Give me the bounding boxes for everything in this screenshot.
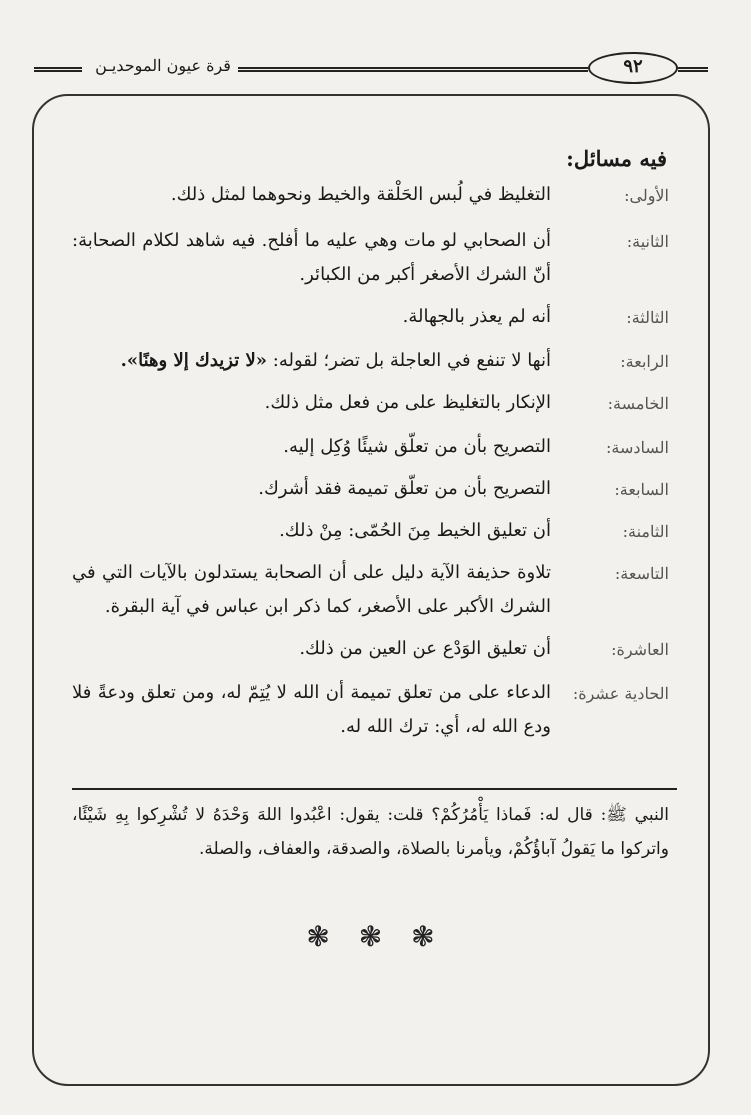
issue-4 [72, 344, 669, 378]
issue-label: الخامسة: [607, 394, 669, 413]
header-rule-left [34, 67, 82, 72]
issue-label: السادسة: [606, 438, 669, 457]
issue-text: التغليظ في لُبس الحَلْقة والخيط ونحوهما لمثل ذلك. [170, 184, 551, 205]
issue-label: الأولى: [624, 186, 669, 205]
issue-3 [72, 300, 669, 334]
issue-8 [72, 514, 669, 548]
footnote-text: النبي ﷺ: قال له: فَماذا يَأْمُرُكُمْ؟ قلت: يقول: اعْبُدوا اللهَ وَحْدَهُ لا تُشْرِكوا بِهِ شَيْئًا، واتركوا ما يَقولُ آباؤُكُمْ، ويأمرنا بالصلاة، والصدقة، والعفاف، والصلة. [72, 805, 669, 859]
issue-text [72, 344, 551, 378]
issue-text: أن تعليق الخيط مِنَ الحُمّى: مِنْ ذلك. [279, 520, 551, 541]
page-number: ٩٢ [588, 52, 678, 84]
issue-text-main: أنها لا تنفع في العاجلة بل تضر؛ لقوله: [272, 350, 551, 371]
issue-label: التاسعة: [614, 564, 669, 583]
issue-1 [72, 178, 669, 212]
issue-text: التصريح بأن من تعلّق تميمة فقد أشرك. [258, 478, 551, 499]
header-rule-right [678, 67, 708, 72]
issue-label: العاشرة: [611, 640, 669, 659]
issue-text: الدعاء على من تعلق تميمة أن الله لا يُتِمّ له، ومن تعلق ودعةً فلا ودع الله له، أي: ترك الله له. [72, 682, 551, 737]
issue-label: الثانية: [626, 232, 669, 251]
quoted-hadith: «لا تزيدك إلا وهنًا». [120, 350, 268, 371]
issue-label: الحادية عشرة: [572, 684, 669, 703]
issue-label: الرابعة: [620, 352, 669, 371]
issue-2 [72, 224, 669, 292]
issue-label: السابعة: [614, 480, 669, 499]
issue-label: الثامنة: [622, 522, 669, 541]
section-heading: فيه مسائل: [566, 146, 667, 171]
issue-text: الإنكار بالتغليظ على من فعل مثل ذلك. [264, 392, 551, 413]
issue-5 [72, 386, 669, 420]
issue-text: تلاوة حذيفة الآية دليل على أن الصحابة يستدلون بالآيات التي في الشرك الأكبر على الأصغر، كما ذكر ابن عباس في آية البقرة. [72, 562, 551, 617]
issue-10 [72, 632, 669, 666]
book-title: قرة عيون الموحديـن [95, 56, 231, 75]
issue-11 [72, 676, 669, 744]
ornament-stars: ❃ ❃ ❃ [306, 920, 445, 953]
issue-6 [72, 430, 669, 464]
issue-text: أن تعليق الوَدْع عن العين من ذلك. [299, 638, 551, 659]
issue-label: الثالثة: [626, 308, 669, 327]
header-rule-middle [238, 67, 588, 72]
issue-text: أن الصحابي لو مات وهي عليه ما أفلح. فيه شاهد لكلام الصحابة: أنّ الشرك الأصغر أكبر من الكبائر. [72, 230, 551, 285]
issue-text: التصريح بأن من تعلّق شيئًا وُكِل إليه. [283, 436, 551, 457]
footnote-separator [72, 788, 677, 790]
issue-9 [72, 556, 669, 624]
issue-7 [72, 472, 669, 506]
issue-text: أنه لم يعذر بالجهالة. [402, 306, 551, 327]
